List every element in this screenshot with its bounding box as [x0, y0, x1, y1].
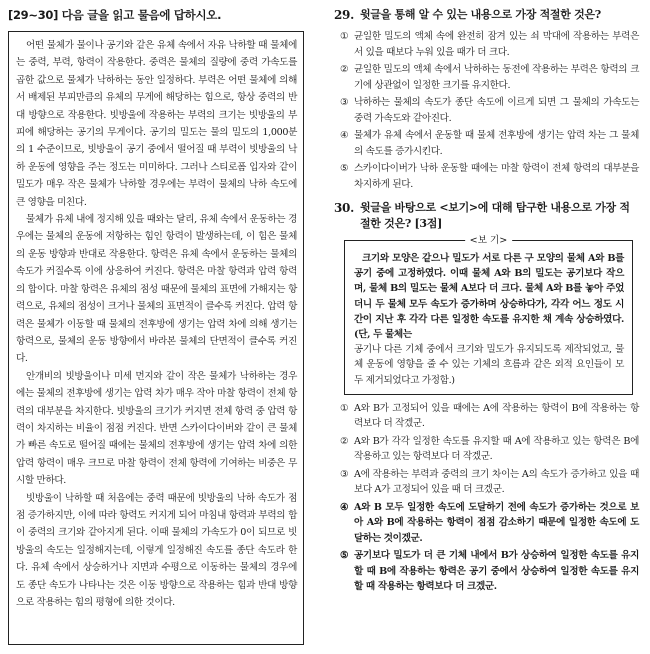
- q30-option-2[interactable]: [334, 434, 639, 465]
- question-30: [334, 200, 639, 595]
- option-text: 물체가 유체 속에서 운동할 때 물체 전후방에 생기는 압력 차는 그 물체의 속도를 증가시킨다.: [354, 130, 639, 157]
- option-text: A와 B가 각각 일정한 속도를 유지할 때 A에 작용하고 있는 항력은 B에 작용하고 있는 항력보다 더 작겠군.: [354, 435, 639, 463]
- question-29-number: 29.: [334, 8, 354, 22]
- bogi-note-text: 공기나 다른 기체 중에서 크기와 밀도가 유지되도록 제작되었고, 물체 운동에 영향을 줄 수 있는 기체의 흐름과 같은 외적 요인들이 모두 제거되었다고 가정함.): [354, 344, 624, 386]
- option-text: 균일한 밀도의 액체 속에서 낙하하는 동전에 작용하는 부력은 항력의 크기에 상관없이 일정한 크기를 유지한다.: [354, 64, 639, 91]
- option-marker: ②: [340, 435, 349, 447]
- questions-column: [334, 7, 639, 597]
- question-30-title: 윗글을 바탕으로 <보기>에 대해 탐구한 내용으로 가장 적절한 것은? [3점]: [359, 201, 630, 230]
- option-text: A와 B 모두 일정한 속도에 도달하기 전에 속도가 증가하는 것으로 보아 A와 B에 작용하는 항력이 점점 감소하기 때문에 일정한 속도에 도달하는 것이겠군.: [354, 501, 639, 544]
- reading-passage: [8, 31, 304, 645]
- option-text: A와 B가 고정되어 있을 때에는 A에 작용하는 항력이 B에 작용하는 항력보다 더 작겠군.: [354, 402, 639, 430]
- q30-option-5[interactable]: [334, 548, 639, 595]
- passage-paragraph-4: 빗방울이 낙하할 때 처음에는 중력 때문에 빗방울의 낙하 속도가 점점 증가하지만, 이에 따라 항력도 커지게 되어 마침내 항력과 부력의 합이 중력의 크기와 같아지게 된다. 이때 물체의 가속도가 0이 되므로 빗방울의 속도는 일정해지는데, 이렇게 일정해진 속도를 종단 속도라 한다. 유체 속에서 상승하거나 지면과 수평으로 이동하는 물체의 경우에도 종단 속도가 나타나는 것은 이동 방향으로 작용하는 힘과 반대 방향으로 작용하는 힘의 평형에 의한 것이다.: [16, 492, 297, 608]
- option-marker: ④: [340, 501, 349, 513]
- q30-option-4[interactable]: [334, 500, 639, 547]
- question-30-number: 30.: [334, 201, 354, 215]
- option-text: A에 작용하는 부력과 중력의 크기 차이는 A의 속도가 증가하고 있을 때보다 A가 고정되어 있을 때 더 크겠군.: [354, 468, 639, 496]
- bogi-main-text: 크기와 모양은 같으나 밀도가 서로 다른 구 모양의 물체 A와 B를 공기 중에 고정하였다. 이때 물체 A와 B의 밀도는 공기보다 작으며, 물체 B의 밀도는 물체 A보다 더 크다. 물체 A와 B를 놓아 주었더니 두 물체 모두 속도가 증가하며 상승하다가, 각각 어느 정도 시간이 지난 후 각각 다른 일정한 속도를 유지한 채 계속 상승하였다. (단, 두 물체는: [354, 253, 624, 341]
- option-marker: ⑤: [340, 163, 349, 174]
- passage-paragraph-3: 안개비의 빗방울이나 미세 먼지와 같이 작은 물체가 낙하하는 경우에는 물체의 전후방에 생기는 압력 차가 매우 작아 마찰 항력이 전체 항력의 대부분을 차지한다. 빗방울의 크기가 커지면 전체 항력 중 압력 항력이 차지하는 비율이 점점 커진다. 반면 스카이다이버와 같이 큰 물체가 빠른 속도로 떨어질 때에는 물체의 전후방에 생기는 압력 차에 의한 압력 항력이 매우 크므로 마찰 항력이 전체 항력에 기여하는 비중은 무시할 만하다.: [16, 370, 297, 487]
- question-30-options: [334, 401, 639, 595]
- option-marker: ④: [340, 130, 349, 141]
- q29-option-1[interactable]: [334, 29, 639, 60]
- question-29-title: 윗글을 통해 알 수 있는 내용으로 가장 적절한 것은?: [359, 8, 601, 21]
- bogi-box: [344, 235, 633, 395]
- section-header: [29~30] 다음 글을 읽고 물음에 답하시오.: [8, 8, 222, 22]
- q29-option-2[interactable]: [334, 62, 639, 93]
- option-text: 균일한 밀도의 액체 속에 완전히 잠겨 있는 쇠 막대에 작용하는 부력은 서 있을 때보다 누워 있을 때가 더 크다.: [354, 31, 639, 58]
- question-29: [334, 7, 639, 192]
- passage-paragraph-2: 물체가 유체 내에 정지해 있을 때와는 달리, 유체 속에서 운동하는 경우에는 물체의 운동에 저항하는 힘인 항력이 발생하는데, 이 힘은 물체의 운동 방향과 반대로 작용한다. 항력은 유체 속에서 운동하는 물체의 속도가 커질수록 이에 상응하여 커진다. 항력은 마찰 항력과 압력 항력의 합이다. 마찰 항력은 유체의 점성 때문에 물체의 표면에 가해지는 항력으로, 유체의 점성이 크거나 물체의 표면적이 클수록 커진다. 압력 항력은 물체가 이동할 때 물체의 전후방에 생기는 압력 차에 의해 생기는 항력으로, 물체의 운동 방향에서 바라본 물체의 단면적이 클수록 커진다.: [16, 214, 297, 365]
- q30-option-1[interactable]: [334, 401, 639, 432]
- q29-option-5[interactable]: [334, 161, 639, 192]
- passage-paragraph-1: 어떤 물체가 물이나 공기와 같은 유체 속에서 자유 낙하할 때 물체에는 중력, 부력, 항력이 작용한다. 중력은 물체의 질량에 중력 가속도를 곱한 값으로 물체가 낙하하는 동안 일정하다. 부력은 어떤 물체에 의해서 배제된 부피만큼의 유체의 무게에 해당하는 힘으로, 항상 중력의 반대 방향으로 작용한다. 빗방울에 작용하는 부력의 크기는 빗방울의 부피에 해당하는 공기의 무게이다. 공기의 밀도는 물의 밀도의 1,000분의 1 수준이므로, 빗방울이 공기 중에서 떨어질 때 부력이 빗방울의 낙하 운동에 영향을 주는 정도는 미미하다. 그러나 스티로폼 입자와 같이 밀도가 매우 작은 물체가 낙하할 경우에는 부력이 물체의 낙하 속도에 큰 영향을 미친다.: [16, 40, 297, 208]
- option-marker: ③: [340, 468, 349, 480]
- option-marker: ①: [340, 402, 349, 414]
- option-marker: ③: [340, 97, 349, 108]
- option-marker: ⑤: [340, 550, 349, 562]
- q29-option-3[interactable]: [334, 95, 639, 126]
- option-text: 낙하하는 물체의 속도가 종단 속도에 이르게 되면 그 물체의 가속도는 중력 가속도와 같아진다.: [354, 97, 639, 124]
- option-text: 공기보다 밀도가 더 큰 기체 내에서 B가 상승하여 일정한 속도를 유지할 때 B에 작용하는 항력은 공기 중에서 상승하여 일정한 속도를 유지할 때 작용하는 항력보다 더 크겠군.: [354, 550, 639, 593]
- q30-option-3[interactable]: [334, 467, 639, 498]
- bogi-label: <보 기>: [465, 234, 513, 247]
- option-marker: ②: [340, 64, 349, 75]
- option-marker: ①: [340, 31, 349, 42]
- option-text: 스카이다이버가 낙하 운동할 때에는 마찰 항력이 전체 항력의 대부분을 차지하게 된다.: [354, 163, 639, 190]
- question-29-options: [334, 29, 639, 192]
- q29-option-4[interactable]: [334, 128, 639, 159]
